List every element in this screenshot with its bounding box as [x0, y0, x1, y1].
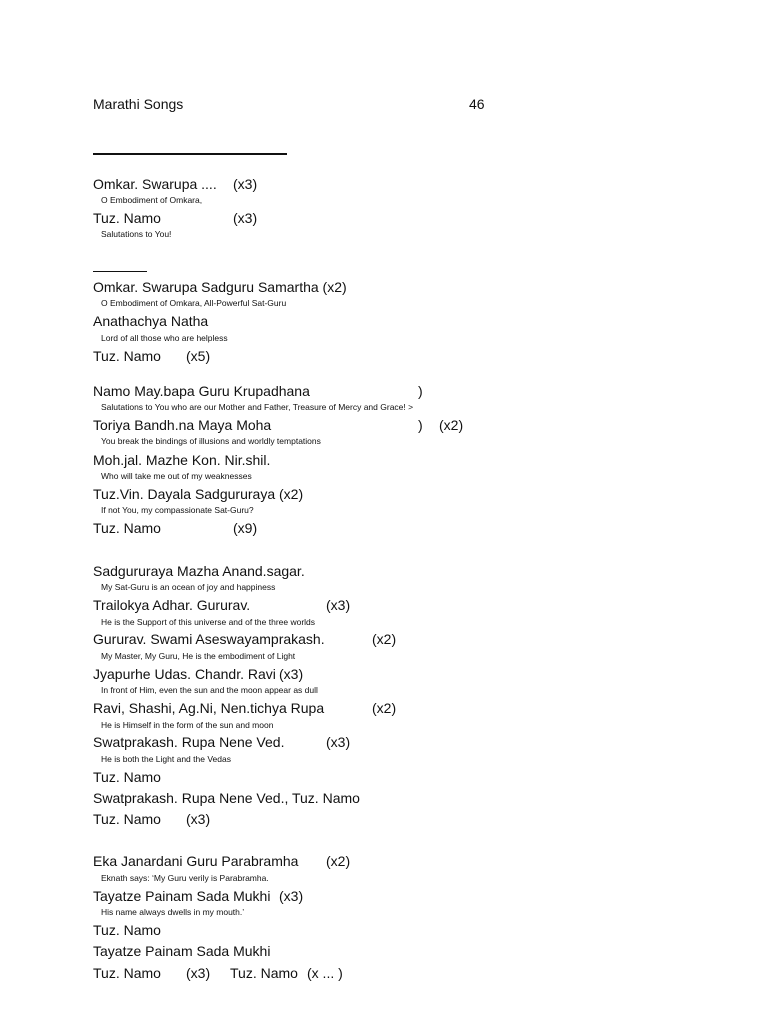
repeat-count: (x3) — [326, 734, 351, 750]
lyric-line: Tuz. Namo — [93, 520, 161, 536]
lyric-line: Sadgururaya Mazha Anand.sagar. — [93, 563, 305, 579]
lyric-line: Namo May.bapa Guru Krupadhana — [93, 383, 310, 399]
lyric-line: Omkar. Swarupa .... — [93, 176, 217, 192]
repeat-count: (x3) — [326, 597, 351, 613]
translation-line: O Embodiment of Omkara, — [101, 195, 203, 205]
repeat-count: (x3) — [233, 210, 258, 226]
repeat-count: (x3) — [279, 888, 304, 904]
header-divider — [93, 153, 287, 155]
lyric-line: Omkar. Swarupa Sadguru Samartha (x2) — [93, 279, 347, 295]
lyric-line: Tuz. Namo — [93, 348, 161, 364]
lyric-line: Tayatze Painam Sada Mukhi — [93, 888, 271, 904]
lyric-line: Anathachya Natha — [93, 313, 209, 329]
repeat-count: (x3) — [186, 811, 211, 827]
lyric-line: Tuz. Namo — [93, 965, 161, 981]
lyric-line: Tuz.Vin. Dayala Sadgururaya (x2) — [93, 486, 304, 502]
lyric-line: Tayatze Painam Sada Mukhi — [93, 943, 271, 959]
translation-line: He is the Support of this universe and of the three worlds — [101, 617, 316, 627]
lyric-line: Swatprakash. Rupa Nene Ved. — [93, 734, 285, 750]
repeat-count: (x2) — [439, 417, 464, 433]
page-number: 46 — [469, 96, 485, 112]
lyric-line: Swatprakash. Rupa Nene Ved., Tuz. Namo — [93, 790, 360, 806]
lyric-line: Tuz. Namo — [230, 965, 298, 981]
repeat-count: (x3) — [233, 176, 258, 192]
repeat-count: (x ... ) — [307, 965, 343, 981]
repeat-count: (x2) — [372, 700, 397, 716]
lyric-line: Jyapurhe Udas. Chandr. Ravi — [93, 666, 276, 682]
translation-line: My Sat-Guru is an ocean of joy and happiness — [101, 582, 276, 592]
lyric-line: Tuz. Namo — [93, 769, 161, 785]
translation-line: Lord of all those who are helpless — [101, 333, 228, 343]
lyric-line: Moh.jal. Mazhe Kon. Nir.shil. — [93, 452, 271, 468]
lyric-line: Tuz. Namo — [93, 210, 161, 226]
translation-line: Who will take me out of my weaknesses — [101, 471, 252, 481]
repeat-count: (x5) — [186, 348, 211, 364]
repeat-count: (x2) — [372, 631, 397, 647]
translation-line: His name always dwells in my mouth.’ — [101, 907, 245, 917]
lyric-line: Trailokya Adhar. Gururav. — [93, 597, 251, 613]
translation-line: You break the bindings of illusions and worldly temptations — [101, 436, 321, 446]
lyric-line: Ravi, Shashi, Ag.Ni, Nen.tichya Rupa — [93, 700, 325, 716]
lyric-line: Tuz. Namo — [93, 922, 161, 938]
lyric-line: Toriya Bandh.na Maya Moha — [93, 417, 272, 433]
translation-line: Salutations to You! — [101, 229, 172, 239]
translation-line: If not You, my compassionate Sat-Guru? — [101, 505, 254, 515]
repeat-count: (x2) — [326, 853, 351, 869]
lyric-line: Eka Janardani Guru Parabramha — [93, 853, 299, 869]
repeat-count: (x9) — [233, 520, 258, 536]
lyric-line: Gururav. Swami Aseswayamprakash. — [93, 631, 325, 647]
bracket-mark: ) — [418, 383, 423, 399]
translation-line: He is both the Light and the Vedas — [101, 754, 231, 764]
translation-line: My Master, My Guru, He is the embodiment of Light — [101, 651, 296, 661]
translation-line: In front of Him, even the sun and the moon appear as dull — [101, 685, 318, 695]
bracket-mark: ) — [418, 417, 423, 433]
translation-line: Eknath says: ‘My Guru verily is Parabramha. — [101, 873, 269, 883]
repeat-count: (x3) — [279, 666, 304, 682]
translation-line: Salutations to You who are our Mother and Father, Treasure of Mercy and Grace! > — [101, 402, 414, 412]
translation-line: He is Himself in the form of the sun and moon — [101, 720, 274, 730]
page-title: Marathi Songs — [93, 96, 184, 112]
lyric-line: Tuz. Namo — [93, 811, 161, 827]
section-divider — [93, 271, 147, 272]
repeat-count: (x3) — [186, 965, 211, 981]
translation-line: O Embodiment of Omkara, All-Powerful Sat-Guru — [101, 298, 287, 308]
